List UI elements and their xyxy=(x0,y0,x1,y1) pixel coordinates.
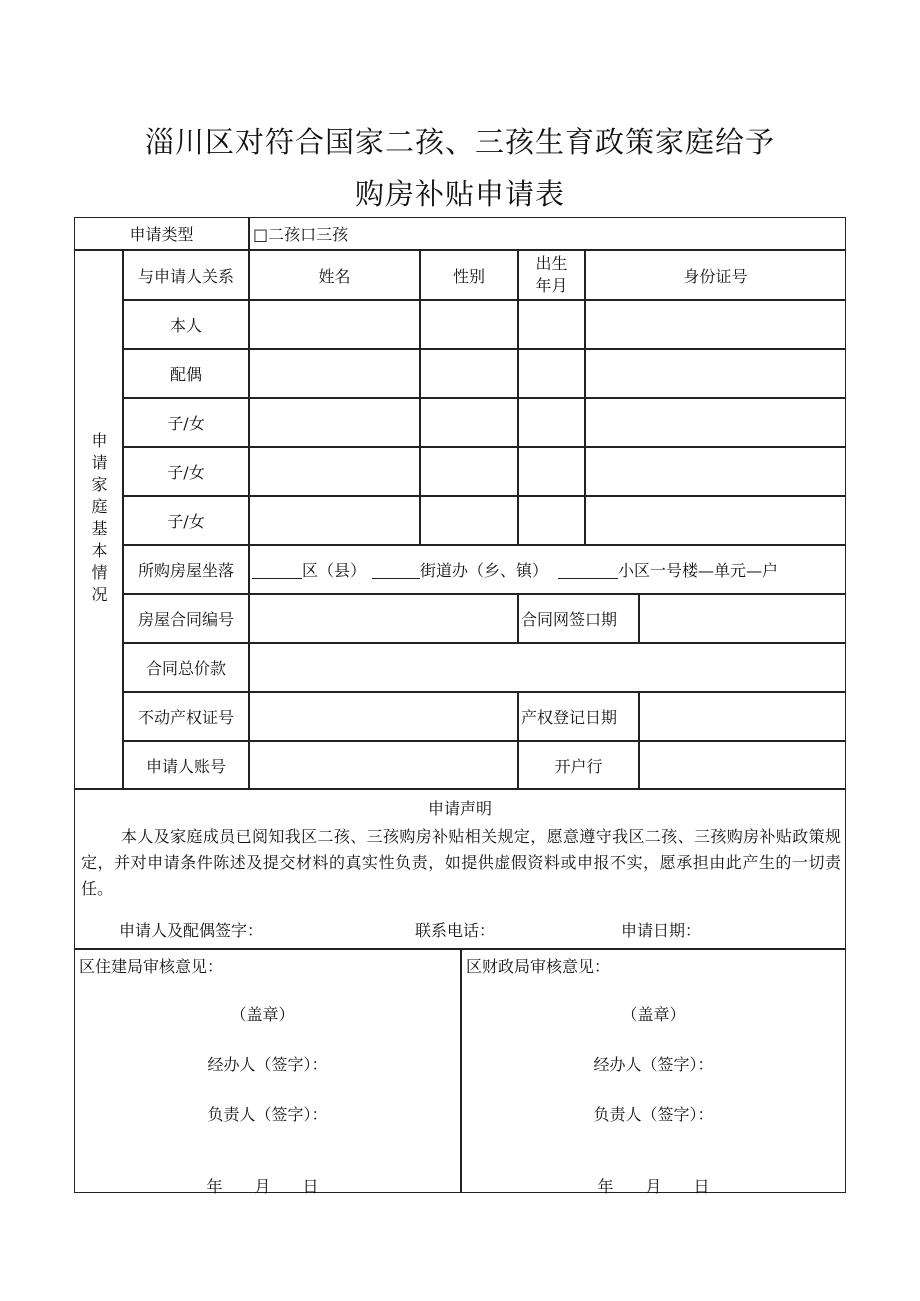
location-field[interactable] xyxy=(249,545,846,594)
declaration-box xyxy=(74,789,846,949)
member-birth-cell[interactable] xyxy=(518,300,585,349)
location-label: 所购房屋坐落 xyxy=(123,545,249,594)
finance-date xyxy=(462,1174,845,1197)
reg-date-label: 产权登记日期 xyxy=(518,692,639,741)
member-gender-cell[interactable] xyxy=(420,398,518,447)
total-price-label: 合同总价款 xyxy=(123,643,249,692)
form-title-line1: 淄川区对符合国家二孩、三孩生育政策家庭给予 xyxy=(144,125,775,159)
apply-type-label: 申请类型 xyxy=(74,217,249,250)
applicant-sign-label: 申请人及配偶签字： xyxy=(119,921,264,940)
bank-field[interactable] xyxy=(639,741,846,789)
member-id-cell[interactable] xyxy=(585,496,846,545)
member-birth-cell[interactable] xyxy=(518,349,585,398)
phone-label: 联系电话： xyxy=(415,921,496,940)
finance-handler: 经办人（签字）： xyxy=(593,1055,714,1074)
reg-date-field[interactable] xyxy=(639,692,846,741)
declaration-heading: 申请声明 xyxy=(427,799,492,818)
total-price-field[interactable] xyxy=(249,643,846,692)
family-section-label: 申请家庭基本情况 xyxy=(74,250,123,789)
account-field[interactable] xyxy=(249,741,518,789)
header-name: 姓名 xyxy=(249,250,420,300)
district-suffix: 区（县） xyxy=(302,561,367,580)
housing-year: 年 xyxy=(206,1177,223,1196)
district-blank[interactable] xyxy=(252,560,302,579)
member-birth-cell[interactable] xyxy=(518,447,585,496)
member-gender-cell[interactable] xyxy=(420,447,518,496)
header-gender: 性别 xyxy=(420,250,518,300)
contract-date-label: 合同网签口期 xyxy=(518,594,639,643)
header-id: 身份证号 xyxy=(585,250,846,300)
street-blank[interactable] xyxy=(372,560,420,579)
header-relation: 与申请人关系 xyxy=(123,250,249,300)
housing-month: 月 xyxy=(254,1177,271,1196)
member-gender-cell[interactable] xyxy=(420,496,518,545)
member-birth-cell[interactable] xyxy=(518,398,585,447)
member-name-cell[interactable] xyxy=(249,300,420,349)
member-relation: 配偶 xyxy=(123,349,249,398)
housing-handler: 经办人（签字）： xyxy=(207,1055,328,1074)
housing-seal: （盖章） xyxy=(230,1005,295,1024)
finance-day: 日 xyxy=(693,1177,710,1196)
member-name-cell[interactable] xyxy=(249,496,420,545)
finance-review-box[interactable] xyxy=(461,949,846,1196)
member-relation: 本人 xyxy=(123,300,249,349)
street-suffix: 街道办（乡、镇） xyxy=(420,561,549,580)
cert-no-field[interactable] xyxy=(249,692,518,741)
member-relation: 子/女 xyxy=(123,496,249,545)
member-name-cell[interactable] xyxy=(249,398,420,447)
member-id-cell[interactable] xyxy=(585,349,846,398)
housing-review-label: 区住建局审核意见： xyxy=(79,957,224,976)
housing-day: 日 xyxy=(302,1177,319,1196)
member-id-cell[interactable] xyxy=(585,398,846,447)
finance-seal: （盖章） xyxy=(621,1005,686,1024)
header-birth: 出生年月 xyxy=(518,250,585,300)
contract-date-field[interactable] xyxy=(639,594,846,643)
member-gender-cell[interactable] xyxy=(420,300,518,349)
member-name-cell[interactable] xyxy=(249,447,420,496)
bank-label: 开户行 xyxy=(518,741,639,789)
contract-no-field[interactable] xyxy=(249,594,518,643)
declaration-text: 本人及家庭成员已阅知我区二孩、三孩购房补贴相关规定，愿意遵守我区二孩、三孩购房补贴政策规定，并对申请条件陈述及提交材料的真实性负责，如提供虚假资料或申报不实，愿承担由此产生的一切责任。 xyxy=(81,827,841,898)
apply-type-options[interactable]: □二孩口三孩 xyxy=(249,217,846,250)
housing-review-box[interactable] xyxy=(74,949,461,1196)
member-birth-cell[interactable] xyxy=(518,496,585,545)
member-gender-cell[interactable] xyxy=(420,349,518,398)
contract-no-label: 房屋合同编号 xyxy=(123,594,249,643)
finance-month: 月 xyxy=(645,1177,662,1196)
housing-principal: 负责人（签字）： xyxy=(207,1105,328,1124)
housing-date xyxy=(65,1174,460,1197)
form-title-line2: 购房补贴申请表 xyxy=(354,177,565,211)
member-id-cell[interactable] xyxy=(585,300,846,349)
finance-review-label: 区财政局审核意见： xyxy=(466,957,611,976)
account-label: 申请人账号 xyxy=(123,741,249,789)
community-blank[interactable] xyxy=(558,560,618,579)
member-relation: 子/女 xyxy=(123,447,249,496)
finance-year: 年 xyxy=(597,1177,614,1196)
finance-principal: 负责人（签字）： xyxy=(593,1105,714,1124)
member-relation: 子/女 xyxy=(123,398,249,447)
apply-date-label: 申请日期： xyxy=(621,921,702,940)
member-name-cell[interactable] xyxy=(249,349,420,398)
cert-no-label: 不动产权证号 xyxy=(123,692,249,741)
community-suffix: 小区一号楼—单元—户 xyxy=(618,561,779,580)
member-id-cell[interactable] xyxy=(585,447,846,496)
